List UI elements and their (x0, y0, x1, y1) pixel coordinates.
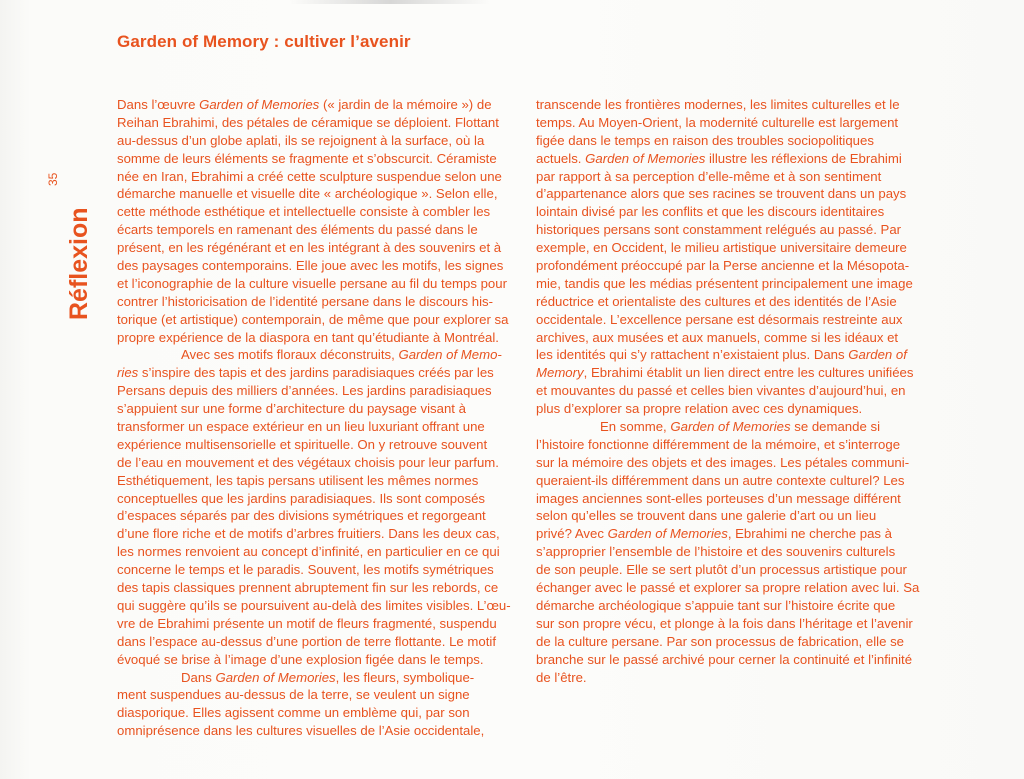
text-line: selon qu’elles se trouvent dans une galerie d’art ou un lieu (536, 508, 877, 524)
text-line: démarche archéologique s’appuie tant sur l’histoire écrite que (536, 597, 896, 613)
text-line: occidentale. L’excellence persane est désormais restreinte aux (536, 311, 903, 327)
left-text-column (117, 96, 525, 740)
text-line: branche sur le passé archivé pour cerner la continuité et l’infinité (536, 651, 913, 667)
text-line: des paysages contemporains. Elle joue avec les motifs, les signes (117, 258, 504, 274)
text-line: dans l’espace au-dessus d’une portion de terre flottante. Le motif (117, 633, 497, 649)
text-line: historiques persans sont constamment relégués au passé. Par (536, 222, 902, 238)
text-line: les normes renvoient au concept d’infinité, en particulier en ce qui (117, 544, 500, 560)
text-line: présent, en les régénérant et en les intégrant à des souvenirs et à (117, 240, 502, 256)
text-line: queraient-ils différemment dans un autre contexte culturel? Les (536, 472, 905, 488)
page-number: 35 (46, 172, 60, 186)
text-line: d’espaces séparés par des divisions symétriques et regorgeant (117, 508, 486, 524)
artwork-title-italic: Garden of Memories (670, 419, 791, 435)
artwork-title-italic: Garden of Memories (585, 150, 706, 166)
artwork-title-italic: ries (117, 365, 139, 381)
text-line: démarche manuelle et visuelle dite « archéologique ». Selon elle, (117, 186, 498, 202)
text-line: privé? Avec Garden of Memories, Ebrahimi ne cherche pas à (536, 526, 893, 542)
text-line: sur son propre vécu, et plonge à la fois dans l’héritage et l’avenir (536, 615, 913, 631)
text-line: Dans l’œuvre Garden of Memories (« jardin de la mémoire ») de (117, 97, 492, 112)
artwork-title-italic: Garden of Memories (607, 526, 728, 542)
text-line: exemple, en Occident, le milieu artistique universitaire demeure (536, 240, 907, 256)
text-line: actuels. Garden of Memories illustre les réflexions de Ebrahimi (536, 150, 902, 166)
text-line: archives, aux musées et aux manuels, comme si les idéaux et (536, 329, 899, 345)
text-line: mie, tandis que les médias présentent principalement une image (536, 275, 913, 291)
text-line: contrer l’historicisation de l’identité persane dans le discours his- (117, 293, 494, 309)
text-line: l’histoire fonctionne différemment de la mémoire, et s’interroge (536, 436, 901, 452)
text-line: Reihan Ebrahimi, des pétales de céramique se déploient. Flottant (117, 114, 499, 130)
text-line: écarts temporels en ramenant des éléments du passé dans le (117, 222, 478, 238)
text-line: qui suggère qu’ils se poursuivent au-delà des limites visibles. L’œu- (117, 597, 511, 613)
text-line: figée dans le temps en raison des troubles sociopolitiques (536, 132, 874, 148)
text-line: expérience multisensorielle et spirituelle. On y retrouve souvent (117, 436, 488, 452)
text-line: ries s’inspire des tapis et des jardins paradisiaques créés par les (117, 365, 494, 381)
text-line: lointain divisé par les conflits et que les discours identitaires (536, 204, 885, 220)
text-line: transcende les frontières modernes, les limites culturelles et le (536, 97, 900, 112)
text-line: Persans depuis des milliers d’années. Les jardins paradisiaques (117, 383, 492, 399)
text-line: cette méthode esthétique et intellectuelle consiste à combler les (117, 204, 491, 220)
text-line: de l’eau en mouvement et des végétaux choisis pour leur parfum. (117, 454, 499, 470)
right-text-column (536, 96, 928, 686)
text-line: réductrice et orientaliste des cultures et des identités de l’Asie (536, 293, 897, 309)
text-line: Esthétiquement, les tapis persans utilisent les mêmes normes (117, 472, 479, 488)
text-line: de l’être. (536, 669, 587, 685)
text-line: En somme, Garden of Memories se demande si (600, 419, 880, 435)
text-line: somme de leurs éléments se fragmente et s’obscurcit. Céramiste (117, 150, 497, 166)
text-line: torique (et artistique) contemporain, de même que pour explorer sa (117, 311, 509, 327)
artwork-title-italic: Garden of Memo- (398, 347, 502, 363)
text-line: de son peuple. Elle se sert plutôt d’un processus artistique pour (536, 562, 907, 578)
text-line: par rapport à sa perception d’elle-même et à son sentiment (536, 168, 882, 184)
text-line: sur la mémoire des objets et des images. Les pétales communi- (536, 454, 910, 470)
text-line: propre expérience de la diaspora en tant qu’étudiante à Montréal. (117, 329, 499, 345)
text-line: plus d’explorer sa propre relation avec ces dynamiques. (536, 401, 863, 417)
text-line: vre de Ebrahimi présente un motif de fleurs fragmenté, suspendu (117, 615, 497, 631)
text-line: et mouvantes du passé et celles bien vivantes d’aujourd’hui, en (536, 383, 906, 399)
text-line: s’approprier l’ensemble de l’histoire et des souvenirs culturels (536, 544, 896, 560)
section-label: Réflexion (65, 207, 93, 320)
artwork-title-italic: Memory (536, 365, 584, 381)
text-line: née en Iran, Ebrahimi a créé cette sculpture suspendue selon une (117, 168, 502, 184)
text-line: les identités qui s’y rattachent n’existaient plus. Dans Garden of (536, 347, 907, 363)
text-line: échanger avec le passé et explorer sa propre relation avec lui. Sa (536, 580, 920, 596)
article-title: Garden of Memory : cultiver l’avenir (117, 32, 411, 51)
text-line: ment suspendues au-dessus de la terre, se veulent un signe (117, 687, 470, 703)
text-line: au-dessus d’un globe aplati, ils se rejoignent à la surface, où la (117, 132, 485, 148)
text-line: des tapis classiques prennent abruptement fin sur les rebords, ce (117, 580, 499, 596)
top-edge-mark (290, 0, 490, 4)
artwork-title-italic: Garden of (848, 347, 907, 363)
text-line: Dans Garden of Memories, les fleurs, symbolique- (181, 669, 475, 685)
text-line: de la culture persane. Par son processus de fabrication, elle se (536, 633, 904, 649)
text-line: images anciennes sont-elles porteuses d’un message différent (536, 490, 901, 506)
text-line: d’une flore riche et de motifs d’arbres fruitiers. Dans les deux cas, (117, 526, 500, 542)
text-line: profondément préoccupé par la Perse ancienne et la Mésopota- (536, 258, 910, 274)
text-line: omniprésence dans les cultures visuelles de l’Asie occidentale, (117, 723, 485, 739)
text-line: Avec ses motifs floraux déconstruits, Garden of Memo- (181, 347, 502, 363)
artwork-title-italic: Garden of Memories (215, 669, 336, 685)
text-line: évoqué se brise à l’image d’une explosion figée dans le temps. (117, 651, 484, 667)
text-line: Memory, Ebrahimi établit un lien direct entre les cultures unifiées (536, 365, 914, 381)
text-line: s’appuient sur une forme d’architecture du paysage visant à (117, 401, 466, 417)
text-line: concerne le temps et le paradis. Souvent, les motifs symétriques (117, 562, 494, 578)
text-line: temps. Au Moyen-Orient, la modernité culturelle est largement (536, 114, 899, 130)
text-line: conceptuelles que les jardins paradisiaques. Ils sont composés (117, 490, 485, 506)
text-line: transformer un espace extérieur en un lieu luxuriant offrant une (117, 419, 485, 435)
text-line: et l’iconographie de la culture visuelle persane au fil du temps pour (117, 275, 507, 291)
text-line: d’appartenance alors que ses racines se trouvent dans un pays (536, 186, 907, 202)
text-line: diasporique. Elles agissent comme un emblème qui, par son (117, 705, 470, 721)
artwork-title-italic: Garden of Memories (199, 97, 320, 112)
